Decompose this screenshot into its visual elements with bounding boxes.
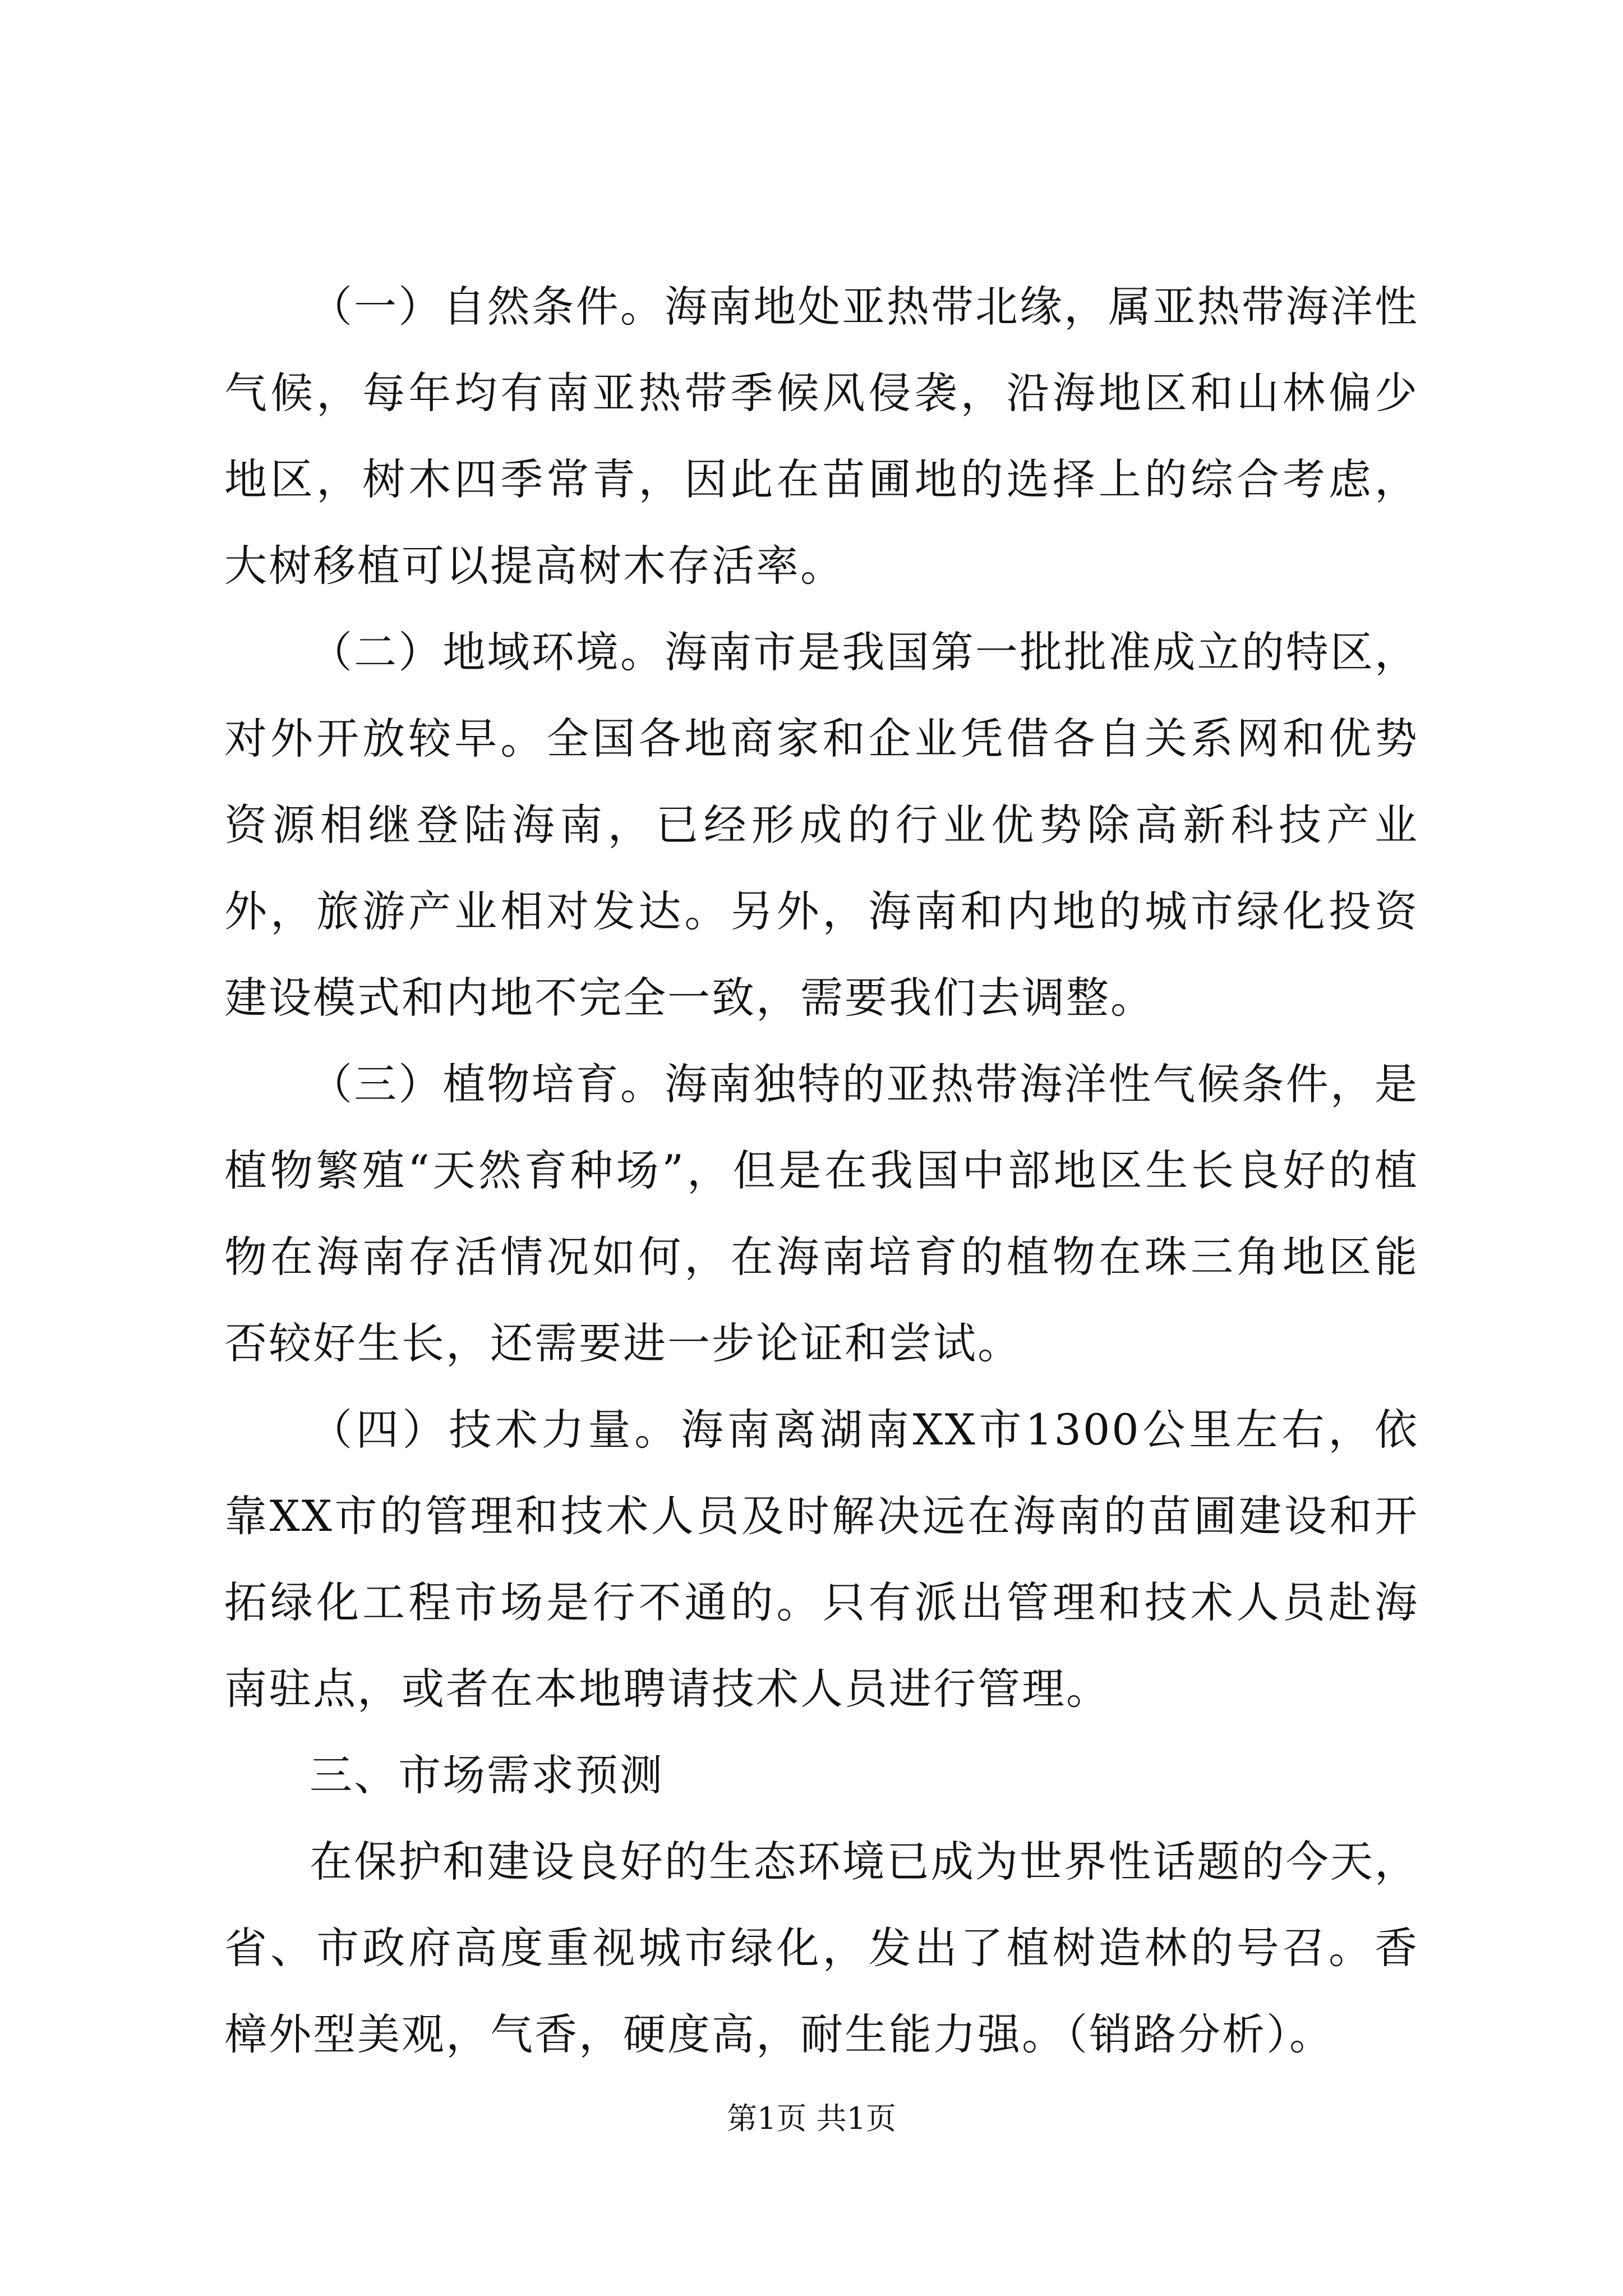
paragraph-plant-cultivation: （三）植物培育。海南独特的亚热带海洋性气候条件，是植物繁殖“天然育种场”，但是在我国中部地区生长良好的植物在海南存活情况如何，在海南培育的植物在珠三角地区能否较好生长，还需要进一步论证和尝试。 [224, 1059, 1419, 1368]
paragraph-natural-conditions: （一）自然条件。海南地处亚热带北缘，属亚热带海洋性气候，每年均有南亚热带季候风侵袭，沿海地区和山林偏少地区，树木四季常青，因此在苗圃地的选择上的综合考虑，大树移植可以提高树木存活率。 [224, 282, 1419, 591]
paragraph-market-demand: 在保护和建设良好的生态环境已成为世界性话题的今天，省、市政府高度重视城市绿化，发出了植树造林的号召。香樟外型美观，气香，硬度高，耐生能力强。（销路分析）。 [224, 1837, 1419, 2059]
paragraph-technical-strength: （四）技术力量。海南离湖南XX市1300公里左右，依靠XX市的管理和技术人员及时解决远在海南的苗圃建设和开拓绿化工程市场是行不通的。只有派出管理和技术人员赴海南驻点，或者在本地聘请技术人员进行管理。 [224, 1405, 1419, 1714]
section-heading-market-forecast: 三、市场需求预测 [310, 1750, 664, 1800]
document-body [224, 264, 1419, 2078]
paragraph-regional-environment: （二）地域环境。海南市是我国第一批批准成立的特区，对外开放较早。全国各地商家和企业凭借各自关系网和优势资源相继登陆海南，已经形成的行业优势除高新科技产业外，旅游产业相对发达。另外，海南和内地的城市绿化投资建设模式和内地不完全一致，需要我们去调整。 [224, 627, 1419, 1023]
page-number-footer: 第1页 共1页 [727, 2101, 896, 2136]
